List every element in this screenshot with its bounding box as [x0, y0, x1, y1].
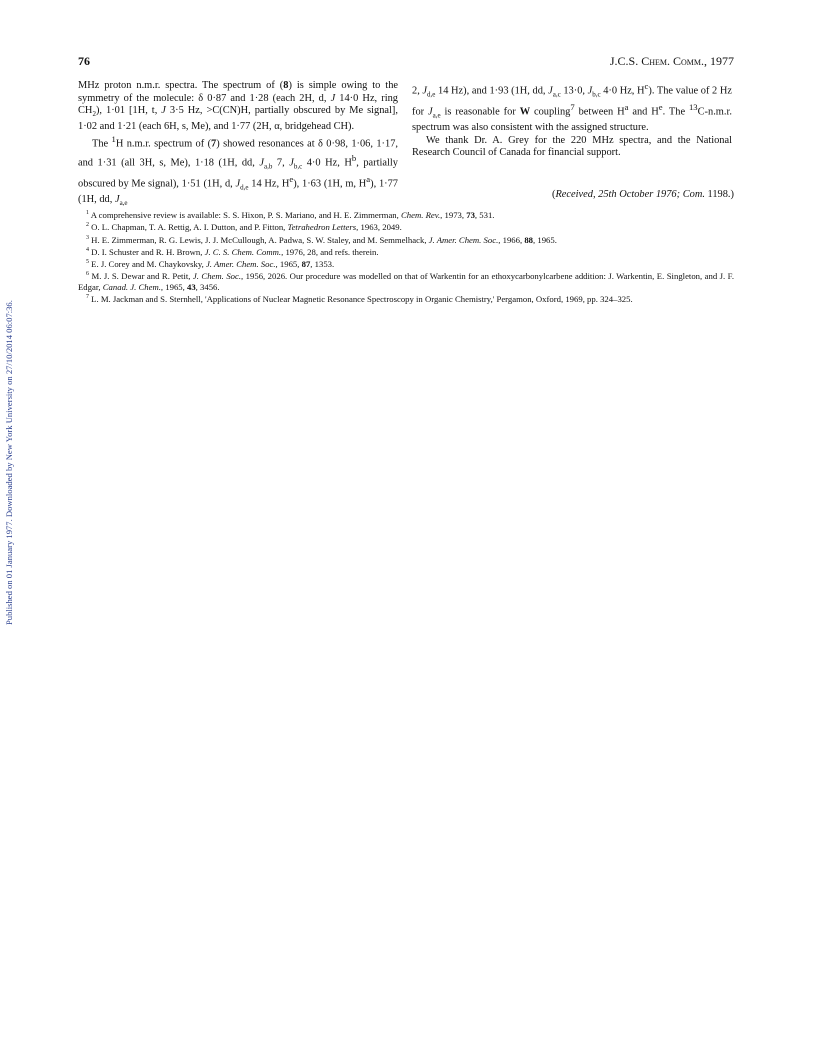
acknowledgement: We thank Dr. A. Grey for the 220 MHz spectra, and the National Research Council of Canada for financial support.	[412, 134, 732, 159]
journal-name: Chem. Comm.	[641, 54, 704, 68]
left-paragraph-1: MHz proton n.m.r. spectra. The spectrum of (8) is simple owing to the symmetry of the molecule: δ 0·87 and 1·28 (each 2H, d, J 14·0 Hz, ring $CH_2$), 1·01 [1H, t, J 3·5 Hz, >C(CN)H, partially obscured by Me signal], 1·02 and 1·21 (each 6H, s, Me), and 1·77 (2H, α, bridgehead CH).	[78, 80, 399, 132]
right-paragraph-1: 2, $J_{d,e}$ 14 Hz), and 1·93 (1H, dd, $J_{a,c}$ 13·0, $J_{b,c}$ 4·0 Hz, $H^c$). The value of 2 Hz for $J_{a,e}$ is reasonable for W coupling$^7$ between $H^a$ and $H^e$. The $^{13}$C-n.m.r. spectrum was also consistent with the assigned structure.	[412, 81, 732, 134]
received-line: (Received, 25th October 1976; Com. 1198.)	[551, 189, 734, 200]
com-label: Com.	[682, 189, 705, 200]
reference-item: $^5$ E. J. Corey and M. Chaykovsky, J. Amer. Chem. Soc., 1965, 87, 1353.	[86, 259, 335, 270]
reference-item: $^6$ M. J. S. Dewar and R. Petit, J. Chem. Soc., 1956, 2026. Our procedure was modelled on that of Warkentin for an ethoxycarbonylcarbene addition: J. Warkentin, E. Singleton, and J. F. Edgar, Canad. J. Chem., 1965, 43, 3456.	[78, 271, 734, 292]
left-column	[78, 80, 398, 209]
download-watermark-text: Published on 01 January 1977. Downloaded by New York University on 27/10/2014 06:07:36.	[4, 300, 14, 625]
journal-title	[610, 54, 734, 69]
page-header	[78, 54, 734, 70]
reference-item: $^4$ D. I. Schuster and R. H. Brown, J. C. S. Chem. Comm., 1976, 28, and refs. therein.	[86, 246, 379, 257]
received-label: Received	[555, 189, 593, 200]
journal-prefix: J.C.S.	[609, 54, 639, 68]
download-watermark	[3, 215, 17, 625]
reference-item: $^1$ A comprehensive review is available: S. S. Hixon, P. S. Mariano, and H. E. Zimmerman, Chem. Rev., 1973, 73, 531.	[86, 209, 495, 220]
right-column	[412, 80, 732, 160]
reference-item: $^3$ H. E. Zimmerman, R. G. Lewis, J. J. McCullough, A. Padwa, S. W. Staley, and M. Semmelhack, J. Amer. Chem. Soc., 1966, 88, 1965.	[86, 234, 557, 245]
page-number: 76	[78, 54, 90, 68]
references	[78, 208, 734, 304]
reference-item: $^7$ L. M. Jackman and S. Sternhell, 'Applications of Nuclear Magnetic Resonance Spectroscopy in Organic Chemistry,' Pergamon, Oxford, 1969, pp. 324–325.	[86, 294, 633, 305]
journal-year: , 1977	[704, 54, 734, 68]
reference-item: $^2$ O. L. Chapman, T. A. Rettig, A. I. Dutton, and P. Fitton, Tetrahedron Letters, 1963, 2049.	[86, 222, 402, 233]
left-paragraph-2: The $^1$H n.m.r. spectrum of (7) showed resonances at δ 0·98, 1·06, 1·17, and 1·31 (all 3H, s, Me), 1·18 (1H, dd, $J_{a,b}$ 7, $J_{b,c}$ 4·0 Hz, $H^b$, partially obscured by Me signal), 1·51 (1H, d, $J_{d,e}$ 14 Hz, $H^e$), 1·63 (1H, m, $H^a$), 1·77 (1H, dd, $J_{a,e}$	[78, 134, 398, 207]
com-number: 1198.)	[704, 189, 734, 200]
received-date: , 25th October 1976;	[592, 189, 683, 200]
